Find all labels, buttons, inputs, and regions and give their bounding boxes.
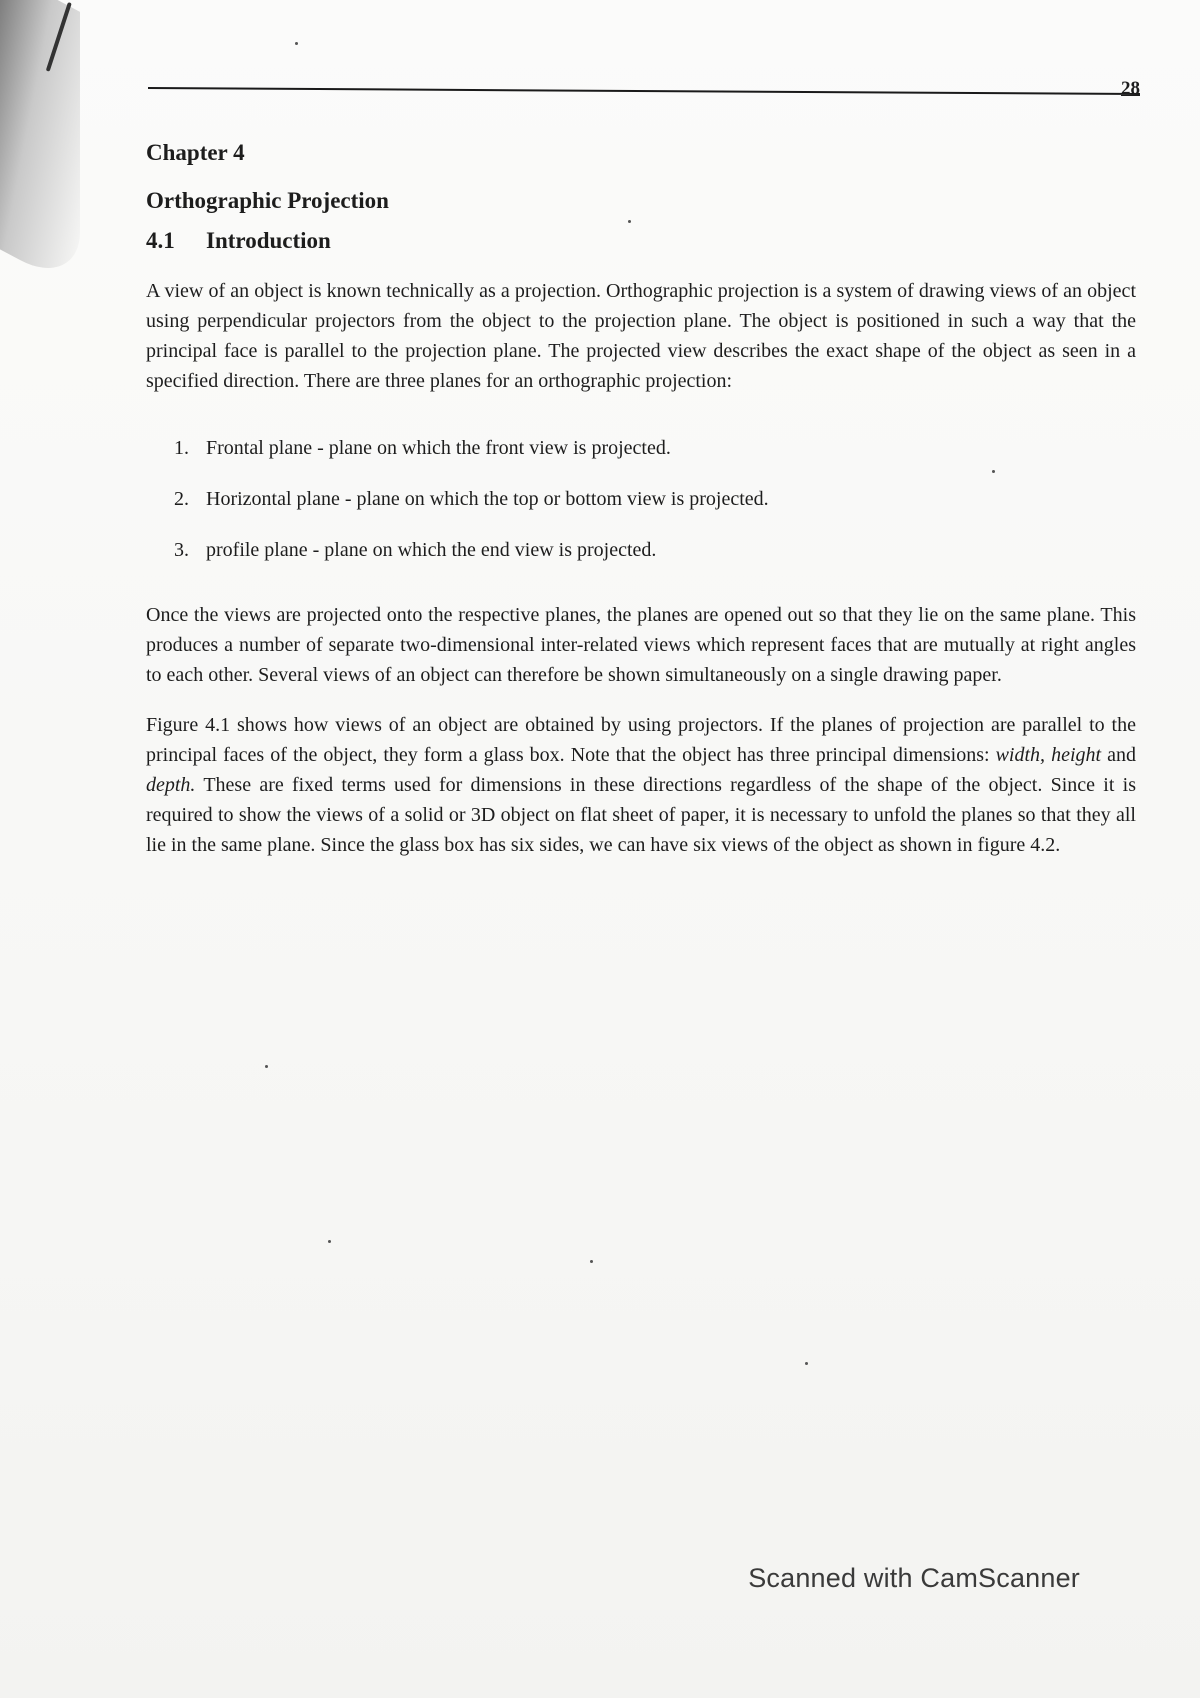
planes-list xyxy=(174,434,1136,564)
paragraph-three xyxy=(146,710,1136,860)
scan-speck xyxy=(992,470,995,473)
scan-speck xyxy=(328,1240,331,1243)
paragraph-three-part2: and xyxy=(1101,744,1136,766)
paragraph-three-part3: These are fixed terms used for dimensions in these directions regardless of the shape of the object. Since it is required to show the views of a solid or 3D object on flat sheet of paper, it is necessary to unfold the planes so that they all lie in the same plane. Since the glass box has six sides, we can have six views of the object as shown in figure 4.2. xyxy=(146,774,1136,856)
chapter-title: Orthographic Projection xyxy=(146,188,389,213)
section-title: Introduction xyxy=(206,228,331,253)
page-number: 28 xyxy=(1121,78,1140,99)
list-item xyxy=(174,536,1136,564)
paragraph-three-emphasis1: width, height xyxy=(995,744,1102,766)
list-item xyxy=(174,434,1136,462)
section-heading xyxy=(146,228,1136,254)
scan-speck xyxy=(590,1260,593,1263)
list-item-number: 1. xyxy=(174,437,189,459)
scan-speck xyxy=(628,220,631,223)
paragraph-two: Once the views are projected onto the respective planes, the planes are opened out so that they lie on the same plane. This produces a number of separate two-dimensional inter-related views which represent faces that are mutually at right angles to each other. Several views of an object can therefore be shown simultaneously on a single drawing paper. xyxy=(146,604,1136,686)
header-rule xyxy=(148,87,1140,95)
scan-speck xyxy=(295,42,298,45)
list-item-text: profile plane - plane on which the end view is projected. xyxy=(206,539,657,561)
list-item-number: 3. xyxy=(174,539,189,561)
camscanner-watermark: Scanned with CamScanner xyxy=(748,1563,1080,1593)
scan-speck xyxy=(805,1362,808,1365)
paragraph-gap xyxy=(146,690,1136,710)
list-item xyxy=(174,485,1136,513)
chapter-label: Chapter 4 xyxy=(146,140,245,165)
section-number: 4.1 xyxy=(146,228,175,253)
list-item-number: 2. xyxy=(174,488,189,510)
list-item-text: Horizontal plane - plane on which the top or bottom view is projected. xyxy=(206,488,769,510)
paragraph-three-part1: Figure 4.1 shows how views of an object are obtained by using projectors. If the planes of projection are parallel to the principal faces of the object, they form a glass box. Note that the object has three principal dimensions: xyxy=(146,714,1136,766)
scan-edge-shadow xyxy=(0,0,80,292)
list-item-text: Frontal plane - plane on which the front view is projected. xyxy=(206,437,671,459)
paragraph-three-emphasis2: depth. xyxy=(146,774,196,796)
scan-speck xyxy=(265,1065,268,1068)
intro-paragraph: A view of an object is known technically as a projection. Orthographic projection is a system of drawing views of an object using perpendicular projectors from the object to the projection plane. The object is positioned in such a way that the principal face is parallel to the projection plane. The projected view describes the exact shape of the object as seen in a specified direction. There are three planes for an orthographic projection: xyxy=(146,280,1136,392)
document-body xyxy=(146,140,1136,860)
